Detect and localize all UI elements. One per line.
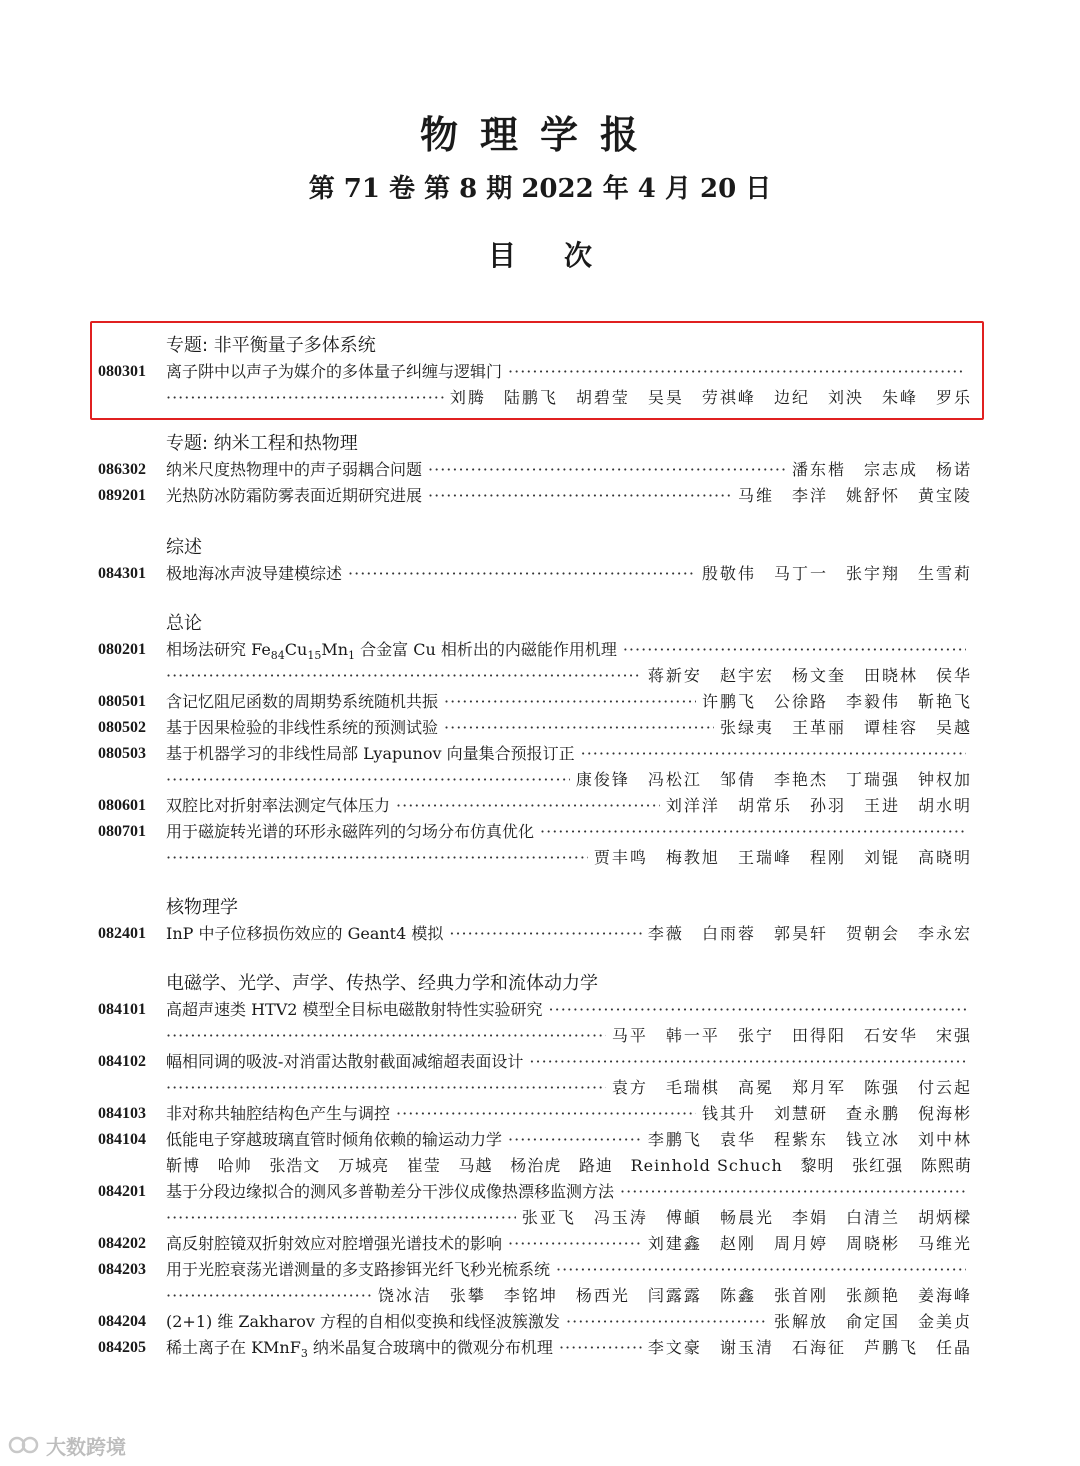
- toc-entry: [98, 741, 972, 767]
- leader-dots: [449, 921, 642, 947]
- article-code: 084202: [98, 1235, 146, 1252]
- article-title: 用于光腔衰荡光谱测量的多支路掺铒光纤飞秒光梳系统: [166, 1260, 551, 1279]
- toc-entry-continued: [166, 1153, 972, 1179]
- leader-dots: [508, 1127, 642, 1153]
- toc-entry: [98, 1101, 972, 1127]
- author-name: 王革丽: [791, 718, 846, 737]
- author-name: 贾丰鸣: [593, 848, 648, 867]
- article-code: 080201: [98, 641, 146, 658]
- author-name: 高晓明: [917, 848, 972, 867]
- article-authors: [648, 1335, 972, 1361]
- toc-entry: [98, 921, 972, 947]
- author-name: 生雪莉: [917, 564, 972, 583]
- article-title: 含记忆阻尼函数的周期势系统随机共振: [166, 692, 439, 711]
- author-name: 谭桂容: [863, 718, 918, 737]
- article-code: 082401: [98, 925, 146, 942]
- author-name: 杨西光: [575, 1286, 630, 1305]
- article-title: 幅相同调的吸波-对消雷达散射截面减缩超表面设计: [166, 1052, 524, 1071]
- article-code: 084101: [98, 1001, 146, 1018]
- author-name: 杨治虎: [510, 1156, 562, 1175]
- author-name: 侯华: [935, 666, 972, 685]
- article-title: (2+1) 维 Zakharov 方程的自相似变换和线怪波簇激发: [166, 1312, 561, 1331]
- article-code: 080503: [98, 745, 146, 762]
- author-name: 李薇: [647, 924, 684, 943]
- author-name: 张解放: [773, 1312, 828, 1331]
- author-name: 张宁: [737, 1026, 774, 1045]
- leader-dots: [166, 845, 588, 871]
- author-name: 宋强: [935, 1026, 972, 1045]
- leader-dots: [559, 1335, 642, 1361]
- author-name: 金美贞: [917, 1312, 972, 1331]
- author-name: 许鹏飞: [701, 692, 756, 711]
- author-name: 赵刚: [719, 1234, 756, 1253]
- author-name: 张红强: [852, 1156, 904, 1175]
- toc-entry: [98, 997, 972, 1023]
- author-name: 白清兰: [845, 1208, 900, 1227]
- article-title: 高超声速类 HTV2 模型全目标电磁散射特性实验研究: [166, 1000, 543, 1019]
- author-name: 韩一平: [665, 1026, 720, 1045]
- watermark-text: 大数跨境: [46, 1434, 126, 1459]
- author-name: 刘锟: [863, 848, 900, 867]
- leader-dots: [166, 1205, 516, 1231]
- section-title: 总论: [166, 613, 202, 634]
- article-authors: [648, 921, 972, 947]
- article-code: 080301: [98, 363, 146, 380]
- leader-dots: [166, 663, 642, 689]
- author-name: 陆鹏飞: [503, 388, 558, 407]
- article-authors: [648, 1231, 972, 1257]
- article-title: 双腔比对折射率法测定气体压力: [166, 796, 391, 815]
- author-name: 白雨蓉: [701, 924, 756, 943]
- article-title: 基于分段边缘拟合的测风多普勒差分干涉仪成像热漂移监测方法: [166, 1182, 615, 1201]
- author-name: 宗志成: [863, 460, 918, 479]
- author-name: 马维: [737, 486, 774, 505]
- toc-entry-continued: [166, 1075, 972, 1101]
- author-name: 张颜艳: [845, 1286, 900, 1305]
- author-name: 姜海峰: [917, 1286, 972, 1305]
- author-name: 倪海彬: [917, 1104, 972, 1123]
- author-name: 边纪: [773, 388, 810, 407]
- article-title: 光热防冰防霜防雾表面近期研究进展: [166, 486, 423, 505]
- toc-entry: [98, 1257, 972, 1283]
- author-name: 蒋新安: [647, 666, 702, 685]
- leader-dots: [166, 767, 570, 793]
- leader-dots: [540, 819, 966, 845]
- author-name: 查永鹏: [845, 1104, 900, 1123]
- author-name: Reinhold Schuch: [630, 1156, 783, 1175]
- author-name: 李永宏: [917, 924, 972, 943]
- article-title: 稀土离子在 KMnF$_3$ 纳米晶复合玻璃中的微观分布机理: [166, 1338, 553, 1361]
- author-name: 孙羽: [809, 796, 846, 815]
- author-name: 李鹏飞: [647, 1130, 702, 1149]
- toc-entry-continued: [166, 845, 972, 871]
- toc-entry: [98, 689, 972, 715]
- article-title: 用于磁旋转光谱的环形永磁阵列的匀场分布仿真优化: [166, 822, 535, 841]
- author-name: 康俊锋: [575, 770, 630, 789]
- author-name: 畅晨光: [719, 1208, 774, 1227]
- author-name: 俞定国: [845, 1312, 900, 1331]
- toc-entry: [98, 637, 972, 663]
- author-name: 马越: [458, 1156, 493, 1175]
- author-name: 万城亮: [338, 1156, 390, 1175]
- toc-entry: [98, 457, 972, 483]
- author-name: 周晓彬: [845, 1234, 900, 1253]
- leader-dots: [444, 715, 714, 741]
- section-title: 综述: [166, 537, 202, 558]
- article-authors: [720, 715, 972, 741]
- author-name: 程刚: [809, 848, 846, 867]
- toc-entry: [98, 1179, 972, 1205]
- toc-entry: [98, 715, 972, 741]
- article-authors: [702, 689, 972, 715]
- author-name: 黎明: [800, 1156, 835, 1175]
- author-name: 任晶: [935, 1338, 972, 1357]
- leader-dots: [396, 793, 660, 819]
- author-name: 朱峰: [881, 388, 918, 407]
- article-authors: [702, 1101, 972, 1127]
- article-code: 086302: [98, 461, 146, 478]
- leader-dots: [508, 1231, 642, 1257]
- author-name: 傅頔: [665, 1208, 702, 1227]
- toc-entry-continued: [166, 767, 972, 793]
- author-name: 靳博: [166, 1156, 201, 1175]
- author-name: 冯玉涛: [593, 1208, 648, 1227]
- author-name: 陈鑫: [719, 1286, 756, 1305]
- author-name: 王进: [863, 796, 900, 815]
- author-name: 马丁一: [773, 564, 828, 583]
- article-code: 084205: [98, 1339, 146, 1356]
- author-name: 崔莹: [406, 1156, 441, 1175]
- author-name: 马平: [611, 1026, 648, 1045]
- article-authors: [450, 385, 972, 411]
- section-title: 核物理学: [166, 897, 238, 918]
- section-title: 电磁学、光学、声学、传热学、经典力学和流体动力学: [166, 973, 598, 994]
- author-name: 田晓林: [863, 666, 918, 685]
- author-name: 郭昊轩: [773, 924, 828, 943]
- leader-dots: [444, 689, 696, 715]
- author-name: 靳艳飞: [917, 692, 972, 711]
- author-name: 李文豪: [647, 1338, 702, 1357]
- toc-entry: [98, 1127, 972, 1153]
- author-name: 石安华: [863, 1026, 918, 1045]
- article-code: 084201: [98, 1183, 146, 1200]
- author-name: 毛瑞棋: [665, 1078, 720, 1097]
- author-name: 李铭坤: [503, 1286, 558, 1305]
- author-name: 刘建鑫: [647, 1234, 702, 1253]
- author-name: 刘中林: [917, 1130, 972, 1149]
- article-authors: [378, 1283, 972, 1309]
- issue-info: 第 71 卷 第 8 期 2022 年 4 月 20 日: [308, 174, 772, 204]
- author-name: 刘泱: [827, 388, 864, 407]
- article-authors: [166, 1153, 972, 1179]
- toc-entry: [98, 1309, 972, 1335]
- author-name: 张攀: [449, 1286, 486, 1305]
- article-code: 084103: [98, 1105, 146, 1122]
- toc-entry: [98, 793, 972, 819]
- author-name: 高冕: [737, 1078, 774, 1097]
- author-name: 刘洋洋: [665, 796, 720, 815]
- author-name: 劳祺峰: [701, 388, 756, 407]
- author-name: 袁方: [611, 1078, 648, 1097]
- leader-dots: [428, 483, 732, 509]
- leader-dots: [620, 1179, 966, 1205]
- article-title: 离子阱中以声子为媒介的多体量子纠缠与逻辑门: [166, 362, 503, 381]
- author-name: 张浩文: [269, 1156, 321, 1175]
- author-name: 杨诺: [935, 460, 972, 479]
- article-title: 基于因果检验的非线性系统的预测试验: [166, 718, 439, 737]
- leader-dots: [348, 561, 696, 587]
- leader-dots: [556, 1257, 966, 1283]
- author-name: 李洋: [791, 486, 828, 505]
- article-title: 基于机器学习的非线性局部 Lyapunov 向量集合预报订正: [166, 744, 575, 763]
- author-name: 周月婷: [773, 1234, 828, 1253]
- article-authors: [774, 1309, 972, 1335]
- author-name: 丁瑞强: [845, 770, 900, 789]
- leader-dots: [396, 1101, 696, 1127]
- leader-dots: [566, 1309, 768, 1335]
- author-name: 公徐路: [773, 692, 828, 711]
- author-name: 陈熙萌: [920, 1156, 972, 1175]
- watermark-logo-icon: [8, 1434, 42, 1456]
- author-name: 马维光: [917, 1234, 972, 1253]
- article-code: 080701: [98, 823, 146, 840]
- article-title: 纳米尺度热物理中的声子弱耦合问题: [166, 460, 423, 479]
- author-name: 张绿夷: [719, 718, 774, 737]
- author-name: 张亚飞: [521, 1208, 576, 1227]
- article-authors: [702, 561, 972, 587]
- author-name: 郑月军: [791, 1078, 846, 1097]
- article-title: 极地海冰声波导建模综述: [166, 564, 343, 583]
- article-title: InP 中子位移损伤效应的 Geant4 模拟: [166, 924, 444, 943]
- leader-dots: [549, 997, 966, 1023]
- author-name: 陈强: [863, 1078, 900, 1097]
- article-authors: [522, 1205, 972, 1231]
- article-title: 低能电子穿越玻璃直管时倾角依赖的输运动力学: [166, 1130, 503, 1149]
- article-authors: [648, 663, 972, 689]
- author-name: 李艳杰: [773, 770, 828, 789]
- article-authors: [792, 457, 972, 483]
- toc-entry: [98, 561, 972, 587]
- article-authors: [612, 1075, 972, 1101]
- author-name: 张首刚: [773, 1286, 828, 1305]
- author-name: 胡炳樑: [917, 1208, 972, 1227]
- article-code: 080502: [98, 719, 146, 736]
- author-name: 饶冰洁: [377, 1286, 432, 1305]
- author-name: 冯松江: [647, 770, 702, 789]
- author-name: 付云起: [917, 1078, 972, 1097]
- article-authors: [666, 793, 972, 819]
- journal-title: 物理学报: [419, 113, 660, 157]
- toc-entry: [98, 359, 972, 385]
- toc-entry-continued: [166, 1283, 972, 1309]
- author-name: 黄宝陵: [917, 486, 972, 505]
- author-name: 钱立冰: [845, 1130, 900, 1149]
- article-title: 非对称共轴腔结构色产生与调控: [166, 1104, 391, 1123]
- author-name: 吴越: [935, 718, 972, 737]
- author-name: 胡碧莹: [575, 388, 630, 407]
- section-title: 专题: 非平衡量子多体系统: [166, 335, 376, 356]
- author-name: 梅教旭: [665, 848, 720, 867]
- article-title: 高反射腔镜双折射效应对腔增强光谱技术的影响: [166, 1234, 503, 1253]
- author-name: 谢玉清: [719, 1338, 774, 1357]
- toc-entry: [98, 483, 972, 509]
- author-name: 罗乐: [935, 388, 972, 407]
- author-name: 贺朝会: [845, 924, 900, 943]
- leader-dots: [508, 359, 966, 385]
- toc-entry-continued: [166, 385, 972, 411]
- author-name: 杨文奎: [791, 666, 846, 685]
- author-name: 胡常乐: [737, 796, 792, 815]
- toc-entry-continued: [166, 663, 972, 689]
- author-name: 石海征: [791, 1338, 846, 1357]
- article-code: 084204: [98, 1313, 146, 1330]
- toc-entry: [98, 819, 972, 845]
- leader-dots: [166, 1075, 606, 1101]
- author-name: 潘东楷: [791, 460, 846, 479]
- author-name: 赵宇宏: [719, 666, 774, 685]
- author-name: 姚舒怀: [845, 486, 900, 505]
- article-code: 084104: [98, 1131, 146, 1148]
- author-name: 刘慧研: [773, 1104, 828, 1123]
- leader-dots: [581, 741, 966, 767]
- author-name: 闫露露: [647, 1286, 702, 1305]
- author-name: 吴昊: [647, 388, 684, 407]
- leader-dots: [166, 1023, 606, 1049]
- toc-entry-continued: [166, 1205, 972, 1231]
- leader-dots: [529, 1049, 966, 1075]
- article-authors: [738, 483, 972, 509]
- author-name: 刘腾: [449, 388, 486, 407]
- toc-entry: [98, 1335, 972, 1361]
- article-authors: [594, 845, 972, 871]
- author-name: 哈帅: [217, 1156, 252, 1175]
- author-name: 袁华: [719, 1130, 756, 1149]
- author-name: 钱其升: [701, 1104, 756, 1123]
- toc-entry-continued: [166, 1023, 972, 1049]
- author-name: 邹倩: [719, 770, 756, 789]
- article-authors: [576, 767, 972, 793]
- article-code: 084301: [98, 565, 146, 582]
- author-name: 钟权加: [917, 770, 972, 789]
- leader-dots: [623, 637, 966, 663]
- author-name: 张宇翔: [845, 564, 900, 583]
- article-title: 相场法研究 $Fe_{84}Cu_{15}Mn_1$ 合金富 Cu 相析出的内磁能作用机理: [166, 640, 617, 663]
- author-name: 田得阳: [791, 1026, 846, 1045]
- toc-heading: 目次: [487, 239, 640, 272]
- article-code: 080601: [98, 797, 146, 814]
- author-name: 殷敬伟: [701, 564, 756, 583]
- author-name: 芦鹏飞: [863, 1338, 918, 1357]
- toc-entry: [98, 1049, 972, 1075]
- author-name: 路迪: [578, 1156, 613, 1175]
- article-code: 084203: [98, 1261, 146, 1278]
- author-name: 李毅伟: [845, 692, 900, 711]
- toc-entry: [98, 1231, 972, 1257]
- leader-dots: [166, 1283, 372, 1309]
- article-code: 080501: [98, 693, 146, 710]
- section-title: 专题: 纳米工程和热物理: [166, 433, 358, 454]
- author-name: 王瑞峰: [737, 848, 792, 867]
- article-authors: [612, 1023, 972, 1049]
- author-name: 程紫东: [773, 1130, 828, 1149]
- article-code: 089201: [98, 487, 146, 504]
- article-authors: [648, 1127, 972, 1153]
- watermark: [8, 1432, 148, 1458]
- author-name: 李娟: [791, 1208, 828, 1227]
- leader-dots: [166, 385, 444, 411]
- leader-dots: [428, 457, 786, 483]
- author-name: 胡水明: [917, 796, 972, 815]
- article-code: 084102: [98, 1053, 146, 1070]
